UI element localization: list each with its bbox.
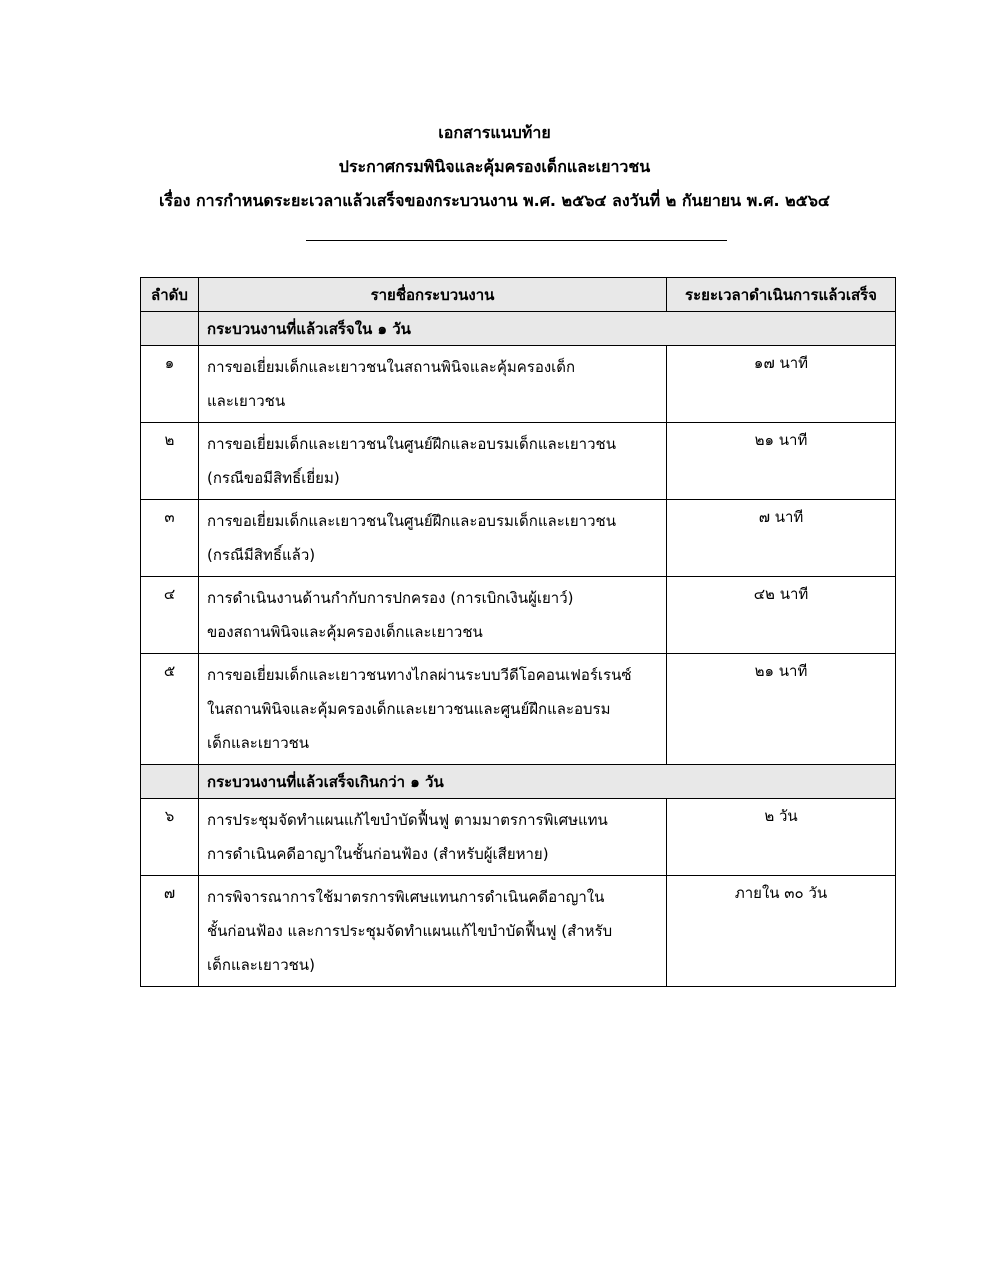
process-name-line: การขอเยี่ยมเด็กและเยาวชนในสถานพินิจและคุ้มครองเด็ก bbox=[207, 358, 576, 376]
process-duration: ๒๑ นาที bbox=[667, 423, 896, 500]
row-number: ๑ bbox=[141, 346, 199, 423]
process-name-line: เด็กและเยาวชน) bbox=[207, 956, 315, 974]
process-name bbox=[199, 799, 667, 876]
process-name bbox=[199, 577, 667, 654]
process-duration: ภายใน ๓๐ วัน bbox=[667, 876, 896, 987]
process-name-line: การพิจารณาการใช้มาตรการพิเศษแทนการดำเนินคดีอาญาใน bbox=[207, 888, 605, 906]
process-name-line: (กรณีขอมีสิทธิ์เยี่ยม) bbox=[207, 469, 340, 487]
document-title: เอกสารแนบท้าย bbox=[438, 123, 551, 142]
section-row bbox=[141, 312, 896, 346]
row-number: ๔ bbox=[141, 577, 199, 654]
process-name-line: (กรณีมีสิทธิ์แล้ว) bbox=[207, 546, 316, 564]
table-row bbox=[141, 500, 896, 577]
column-header-order: ลำดับ bbox=[141, 278, 199, 312]
process-name-line: การขอเยี่ยมเด็กและเยาวชนในศูนย์ฝึกและอบรมเด็กและเยาวชน bbox=[207, 512, 616, 530]
process-name-line: การดำเนินคดีอาญาในชั้นก่อนฟ้อง (สำหรับผู้เสียหาย) bbox=[207, 845, 549, 863]
row-number: ๓ bbox=[141, 500, 199, 577]
process-duration: ๒๑ นาที bbox=[667, 654, 896, 765]
section-row bbox=[141, 765, 896, 799]
table-row bbox=[141, 346, 896, 423]
process-name-line: เด็กและเยาวชน bbox=[207, 734, 310, 752]
process-duration: ๒ วัน bbox=[667, 799, 896, 876]
process-name bbox=[199, 654, 667, 765]
table-row bbox=[141, 423, 896, 500]
process-name-line: และเยาวชน bbox=[207, 392, 286, 410]
process-duration: ๗ นาที bbox=[667, 500, 896, 577]
process-name bbox=[199, 346, 667, 423]
divider-line bbox=[306, 240, 727, 241]
column-header-process-name: รายชื่อกระบวนงาน bbox=[199, 278, 667, 312]
table-row bbox=[141, 654, 896, 765]
announcement-title: ประกาศกรมพินิจและคุ้มครองเด็กและเยาวชน bbox=[338, 157, 651, 176]
process-name-line: ของสถานพินิจและคุ้มครองเด็กและเยาวชน bbox=[207, 623, 483, 641]
process-name-line: การขอเยี่ยมเด็กและเยาวชนในศูนย์ฝึกและอบรมเด็กและเยาวชน bbox=[207, 435, 616, 453]
section-title: กระบวนงานที่แล้วเสร็จเกินกว่า ๑ วัน bbox=[199, 765, 896, 799]
table-header-row bbox=[141, 278, 896, 312]
table-row bbox=[141, 577, 896, 654]
process-duration: ๔๒ นาที bbox=[667, 577, 896, 654]
process-name bbox=[199, 423, 667, 500]
process-table bbox=[140, 277, 896, 987]
process-name-line: การขอเยี่ยมเด็กและเยาวชนทางไกลผ่านระบบวีดีโอคอนเฟอร์เรนซ์ bbox=[207, 666, 632, 684]
row-number: ๕ bbox=[141, 654, 199, 765]
process-name-line: ในสถานพินิจและคุ้มครองเด็กและเยาวชนและศูนย์ฝึกและอบรม bbox=[207, 700, 611, 718]
row-number: ๗ bbox=[141, 876, 199, 987]
process-name-line: การประชุมจัดทำแผนแก้ไขบำบัดฟื้นฟู ตามมาตรการพิเศษแทน bbox=[207, 811, 608, 829]
process-duration: ๑๗ นาที bbox=[667, 346, 896, 423]
row-number: ๒ bbox=[141, 423, 199, 500]
process-name-line: การดำเนินงานด้านกำกับการปกครอง (การเบิกเงินผู้เยาว์) bbox=[207, 589, 574, 607]
process-name-line: ชั้นก่อนฟ้อง และการประชุมจัดทำแผนแก้ไขบำบัดฟื้นฟู (สำหรับ bbox=[207, 922, 613, 940]
column-header-duration: ระยะเวลาดำเนินการแล้วเสร็จ bbox=[667, 278, 896, 312]
section-title: กระบวนงานที่แล้วเสร็จใน ๑ วัน bbox=[199, 312, 896, 346]
process-name bbox=[199, 876, 667, 987]
announcement-subject: เรื่อง การกำหนดระยะเวลาแล้วเสร็จของกระบวนงาน พ.ศ. ๒๕๖๔ ลงวันที่ ๒ กันยายน พ.ศ. ๒๕๖๔ bbox=[158, 191, 831, 210]
table-row bbox=[141, 799, 896, 876]
row-number: ๖ bbox=[141, 799, 199, 876]
process-name bbox=[199, 500, 667, 577]
table-row bbox=[141, 876, 896, 987]
